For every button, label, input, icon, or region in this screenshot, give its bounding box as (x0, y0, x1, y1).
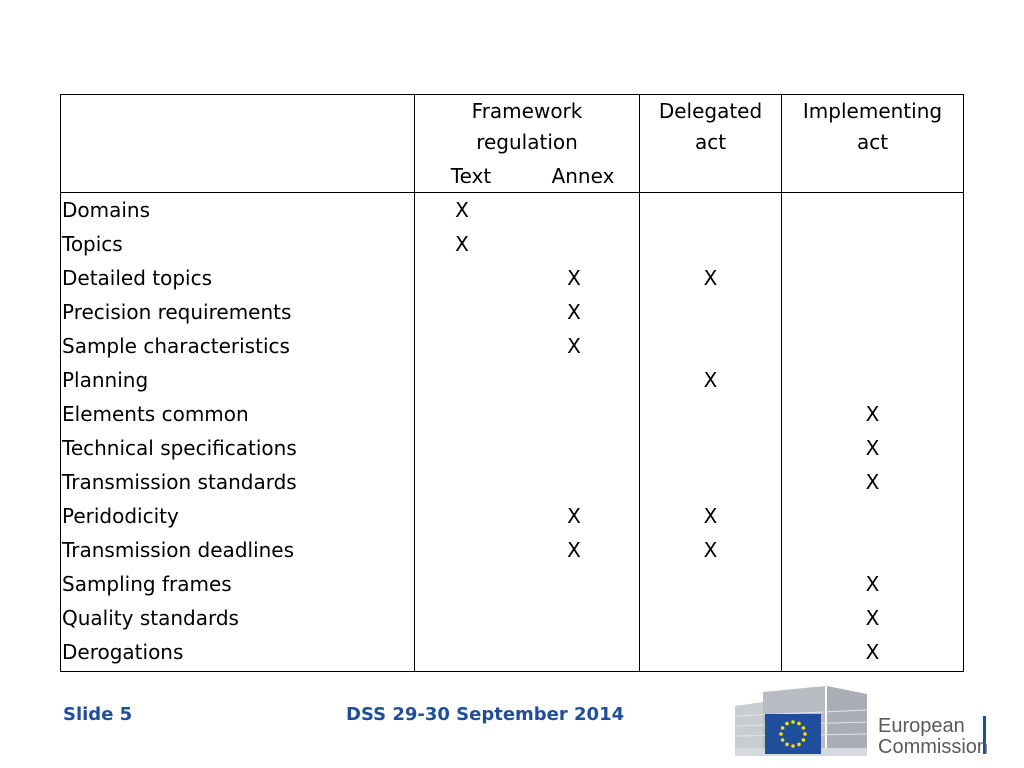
table-row (61, 635, 964, 672)
annex-mark (509, 465, 639, 499)
header-implementing-line2: act (856, 130, 889, 154)
framework-cell (415, 227, 640, 261)
delegated-mark: X (640, 261, 782, 295)
text-mark (415, 533, 509, 567)
delegated-mark (640, 193, 782, 228)
implementing-mark (782, 363, 964, 397)
table-row (61, 465, 964, 499)
framework-cell (415, 465, 640, 499)
row-label: Quality standards (61, 601, 415, 635)
text-mark (415, 431, 509, 465)
table-row (61, 261, 964, 295)
header-delegated-line1: Delegated (658, 99, 763, 123)
framework-cell (415, 431, 640, 465)
subheader-annex: Annex (551, 164, 615, 188)
logo-line1: European (878, 715, 965, 737)
annex-mark (509, 363, 639, 397)
framework-cell (415, 295, 640, 329)
implementing-mark: X (782, 431, 964, 465)
delegated-mark (640, 329, 782, 363)
table-row (61, 397, 964, 431)
logo-text (878, 716, 988, 758)
implementing-mark: X (782, 397, 964, 431)
delegated-mark: X (640, 533, 782, 567)
framework-cell (415, 601, 640, 635)
text-mark: X (455, 198, 469, 222)
delegated-mark (640, 431, 782, 465)
implementing-mark (782, 261, 964, 295)
annex-mark (509, 193, 639, 227)
table-row (61, 227, 964, 261)
header-empty-cell (61, 95, 415, 193)
delegated-mark (640, 601, 782, 635)
eu-flag (765, 714, 821, 754)
annex-mark (509, 227, 639, 261)
framework-cell (415, 635, 640, 672)
annex-mark (509, 601, 639, 635)
row-label: Sampling frames (61, 567, 415, 601)
table-row (61, 567, 964, 601)
header-implementing-line1: Implementing (802, 99, 943, 123)
annex-mark: X (567, 504, 581, 528)
table-row (61, 533, 964, 567)
table-row (61, 295, 964, 329)
implementing-mark (782, 329, 964, 363)
framework-cell (415, 261, 640, 295)
text-mark (415, 261, 509, 295)
implementing-mark (782, 193, 964, 228)
delegated-mark: X (640, 499, 782, 533)
framework-cell (415, 533, 640, 567)
row-label: Topics (61, 227, 415, 261)
implementing-mark: X (782, 465, 964, 499)
event-label: DSS 29-30 September 2014 (346, 704, 625, 725)
delegated-mark (640, 465, 782, 499)
delegated-mark: X (640, 363, 782, 397)
logo-line2: Commission (878, 736, 989, 758)
table-row (61, 329, 964, 363)
text-mark: X (455, 232, 469, 256)
slide-number: Slide 5 (63, 704, 133, 725)
annex-mark: X (567, 300, 581, 324)
framework-cell (415, 193, 640, 228)
row-label: Transmission deadlines (61, 533, 415, 567)
row-label: Technical specifications (61, 431, 415, 465)
row-label: Planning (61, 363, 415, 397)
delegated-mark (640, 635, 782, 672)
text-mark (415, 329, 509, 363)
text-mark (415, 499, 509, 533)
table-row (61, 431, 964, 465)
implementing-mark (782, 227, 964, 261)
text-mark (415, 601, 509, 635)
implementing-mark (782, 533, 964, 567)
text-mark (415, 397, 509, 431)
framework-cell (415, 363, 640, 397)
framework-cell (415, 499, 640, 533)
delegated-mark (640, 227, 782, 261)
row-label: Sample characteristics (61, 329, 415, 363)
row-label: Transmission standards (61, 465, 415, 499)
framework-cell (415, 567, 640, 601)
annex-mark (509, 567, 639, 601)
delegated-mark (640, 295, 782, 329)
table-row (61, 363, 964, 397)
text-mark (415, 465, 509, 499)
delegated-mark (640, 567, 782, 601)
header-framework-line2: regulation (476, 130, 578, 154)
header-framework (415, 95, 640, 193)
row-label: Domains (61, 193, 415, 228)
annex-mark (509, 397, 639, 431)
text-mark (415, 635, 509, 669)
annex-mark: X (567, 334, 581, 358)
annex-mark (509, 635, 639, 669)
row-label: Precision requirements (61, 295, 415, 329)
header-delegated (640, 95, 782, 193)
row-label: Detailed topics (61, 261, 415, 295)
annex-mark (509, 431, 639, 465)
table-row (61, 193, 964, 228)
subheader-text: Text (450, 164, 492, 188)
row-label: Peridodicity (61, 499, 415, 533)
header-implementing (782, 95, 964, 193)
header-delegated-line2: act (694, 130, 727, 154)
delegated-mark (640, 397, 782, 431)
framework-cell (415, 329, 640, 363)
row-label: Derogations (61, 635, 415, 672)
implementing-mark (782, 295, 964, 329)
framework-cell (415, 397, 640, 431)
header-framework-line1: Framework (471, 99, 583, 123)
implementing-mark: X (782, 635, 964, 672)
implementing-mark (782, 499, 964, 533)
row-label: Elements common (61, 397, 415, 431)
table-header-row (61, 95, 964, 193)
legislation-table (60, 94, 964, 672)
text-mark (415, 363, 509, 397)
table-row (61, 499, 964, 533)
annex-mark: X (567, 538, 581, 562)
implementing-mark: X (782, 567, 964, 601)
annex-mark: X (567, 266, 581, 290)
implementing-mark: X (782, 601, 964, 635)
table-row (61, 601, 964, 635)
text-mark (415, 567, 509, 601)
text-mark (415, 295, 509, 329)
